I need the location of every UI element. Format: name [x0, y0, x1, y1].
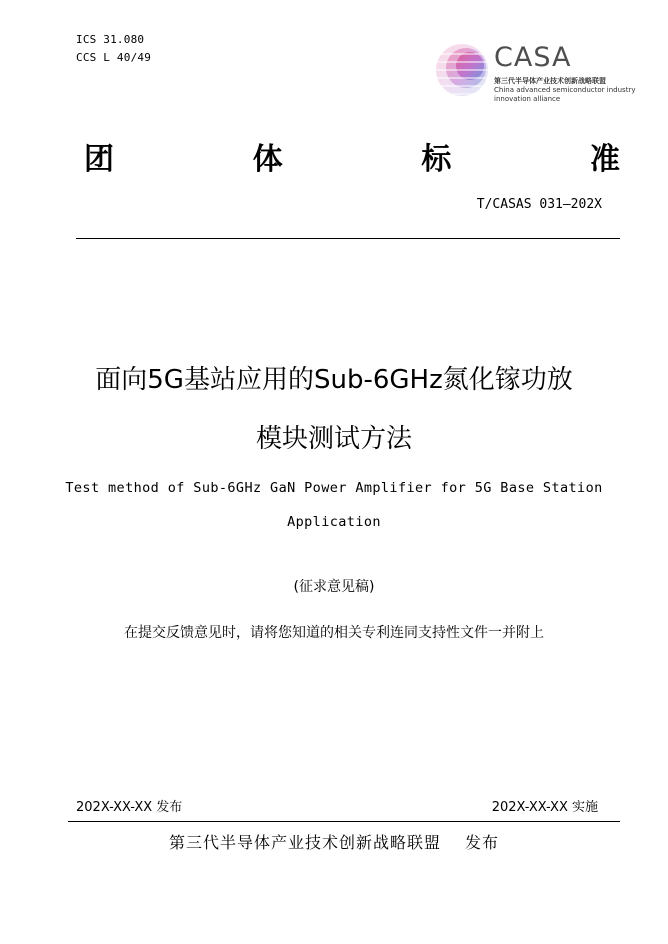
standard-type-char: 体 [252, 142, 283, 177]
implementation-date: 202X-XX-XX 实施 [491, 800, 598, 815]
standard-type-char: 标 [421, 142, 452, 177]
ccs-code: CCS L 40/49 [76, 51, 152, 64]
standard-number: T/CASAS 031—202X [476, 197, 602, 212]
issue-date: 202X-XX-XX 发布 [76, 800, 183, 815]
publisher-verb: 发布 [465, 833, 500, 852]
publisher-name: 第三代半导体产业技术创新战略联盟 [168, 833, 441, 852]
title-en-line2: Application [287, 514, 381, 530]
logo-en-line1: China advanced semiconductor industry [494, 86, 636, 94]
casa-logo [428, 40, 636, 106]
title-en-line1: Test method of Sub-6GHz GaN Power Amplifier for 5G Base Station [65, 480, 603, 496]
patent-notice: 在提交反馈意见时，请将您知道的相关专利连同支持性文件一并附上 [124, 625, 544, 641]
logo-name: CASA [494, 42, 572, 73]
header-divider [76, 238, 620, 239]
title-cn-line1: 面向5G基站应用的Sub-6GHz氮化镓功放 [95, 365, 573, 395]
footer-divider [68, 821, 620, 822]
logo-en-line2: innovation alliance [494, 95, 561, 103]
publisher-line [0, 830, 668, 853]
ics-code: ICS 31.080 [76, 33, 145, 46]
casa-logo-mark-icon [428, 40, 492, 104]
draft-label: (征求意见稿) [293, 579, 375, 595]
standard-type-heading [84, 134, 620, 178]
logo-cn-text: 第三代半导体产业技术创新战略联盟 [494, 77, 606, 85]
standard-type-char: 团 [84, 142, 114, 177]
standard-type-char: 准 [589, 142, 620, 177]
title-cn-line2: 模块测试方法 [255, 424, 412, 454]
